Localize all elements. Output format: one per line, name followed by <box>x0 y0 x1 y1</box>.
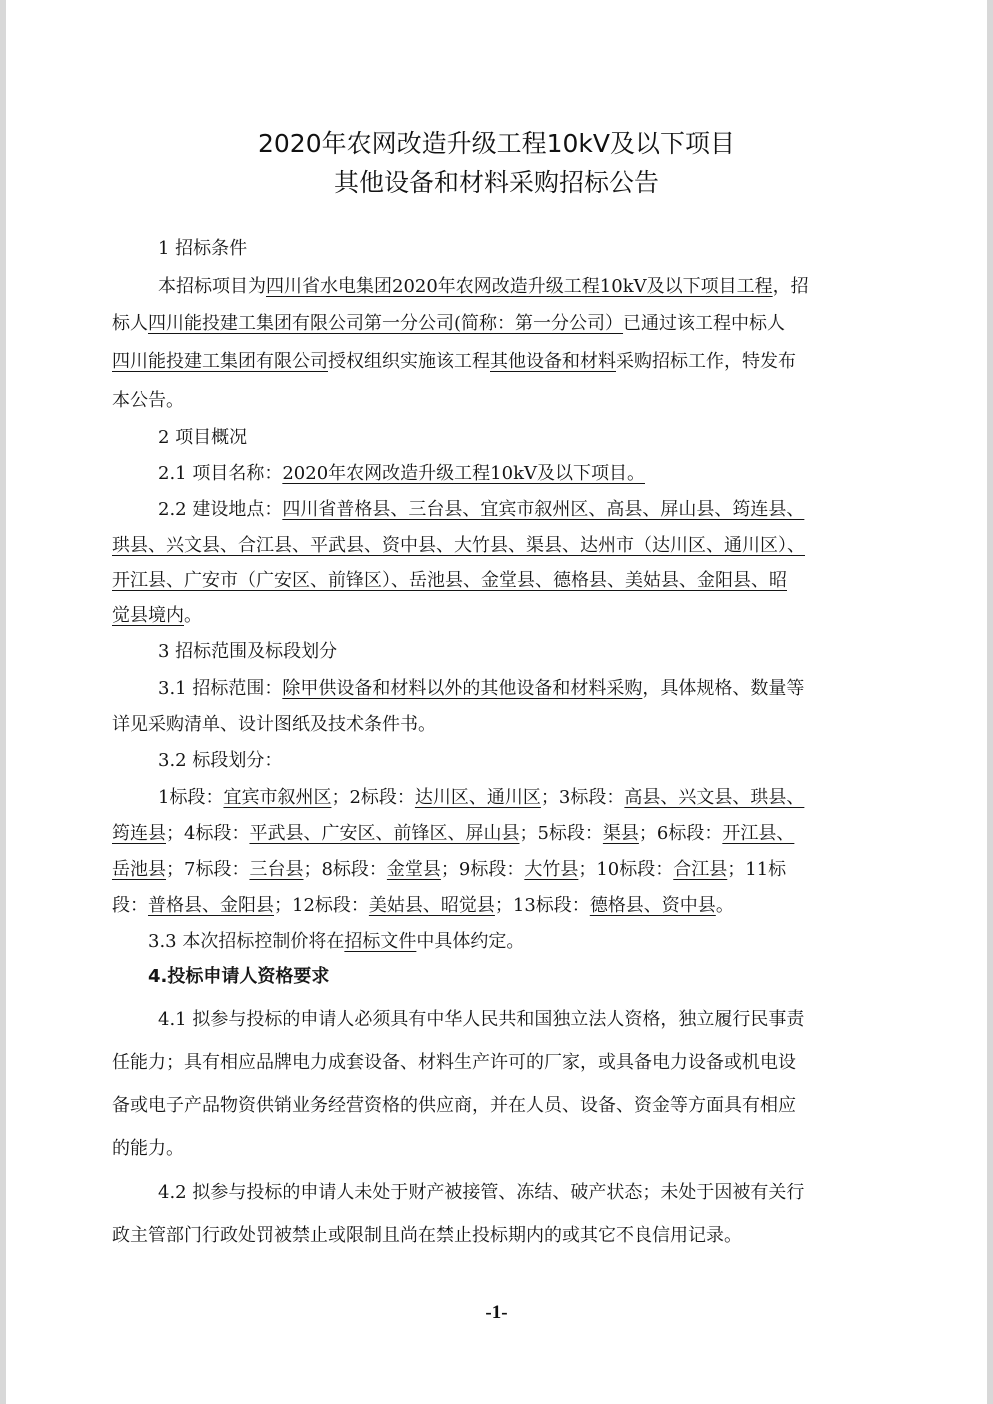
qualification-4-2-line-1: 4.2 拟参与投标的申请人未处于财产被接管、冻结、破产状态；未处于因被有关行 <box>158 1182 805 1203</box>
construction-location-line-2: 珙县、兴文县、合江县、平武县、资中县、大竹县、渠县、达州市（达川区、通川区）、 <box>112 535 805 556</box>
title-line-1: 2020年农网改造升级工程10kV及以下项目 <box>257 129 735 158</box>
section-1-paragraph-line-4: 本公告。 <box>112 390 184 411</box>
lot-division-line-3: 岳池县；7标段：三台县；8标段：金堂县；9标段：大竹县；10标段：合江县；11标 <box>112 859 787 880</box>
bid-scope-line-1: 3.1 招标范围：除甲供设备和材料以外的其他设备和材料采购，具体规格、数量等 <box>158 678 805 699</box>
section-1-paragraph-line-3: 四川能投建工集团有限公司授权组织实施该工程其他设备和材料采购招标工作，特发布 <box>112 351 796 372</box>
qualification-4-1-line-2: 任能力；具有相应品牌电力成套设备、材料生产许可的厂家，或具备电力设备或机电设 <box>112 1052 796 1073</box>
construction-location-line-3: 开江县、广安市（广安区、前锋区）、岳池县、金堂县、德格县、美姑县、金阳县、昭 <box>112 570 787 591</box>
lot-division-line-2: 筠连县；4标段：平武县、广安区、前锋区、屏山县；5标段：渠县；6标段：开江县、 <box>112 823 795 844</box>
title-line-2: 其他设备和材料采购招标公告 <box>333 168 659 197</box>
section-1-paragraph-line-2: 标人四川能投建工集团有限公司第一分公司(简称：第一分公司）已通过该工程中标人 <box>112 313 786 334</box>
lot-division-line-1: 1标段：宜宾市叙州区；2标段：达川区、通川区；3标段：高县、兴文县、珙县、 <box>158 787 805 808</box>
bid-scope-line-2: 详见采购清单、设计图纸及技术条件书。 <box>112 714 436 735</box>
section-4-heading: 4.投标申请人资格要求 <box>148 966 330 987</box>
scan-edge-left <box>0 0 6 1404</box>
scan-edge-right <box>987 0 993 1404</box>
section-3-heading: 3 招标范围及标段划分 <box>158 641 338 662</box>
qualification-4-1-line-4: 的能力。 <box>112 1138 184 1159</box>
control-price-note: 3.3 本次招标控制价将在招标文件中具体约定。 <box>148 931 525 952</box>
section-2-heading: 2 项目概况 <box>158 427 248 448</box>
lot-division-line-4: 段：普格县、金阳县；12标段：美姑县、昭觉县；13标段：德格县、资中县。 <box>112 895 734 916</box>
qualification-4-1-line-1: 4.1 拟参与投标的申请人必须具有中华人民共和国独立法人资格，独立履行民事责 <box>158 1009 805 1030</box>
qualification-4-2-line-2: 政主管部门行政处罚被禁止或限制且尚在禁止投标期内的或其它不良信用记录。 <box>112 1225 742 1246</box>
qualification-4-1-line-3: 备或电子产品物资供销业务经营资格的供应商，并在人员、设备、资金等方面具有相应 <box>112 1095 796 1116</box>
construction-location-line-4: 觉县境内。 <box>112 605 202 626</box>
section-1-paragraph-line-1: 本招标项目为四川省水电集团2020年农网改造升级工程10kV及以下项目工程，招 <box>158 276 809 297</box>
project-name: 2.1 项目名称：2020年农网改造升级工程10kV及以下项目。 <box>158 463 645 484</box>
lot-division-label: 3.2 标段划分： <box>158 750 283 771</box>
page-number: -1- <box>485 1302 508 1323</box>
construction-location-line-1: 2.2 建设地点：四川省普格县、三台县、宜宾市叙州区、高县、屏山县、筠连县、 <box>158 499 805 520</box>
section-1-heading: 1 招标条件 <box>158 238 248 259</box>
